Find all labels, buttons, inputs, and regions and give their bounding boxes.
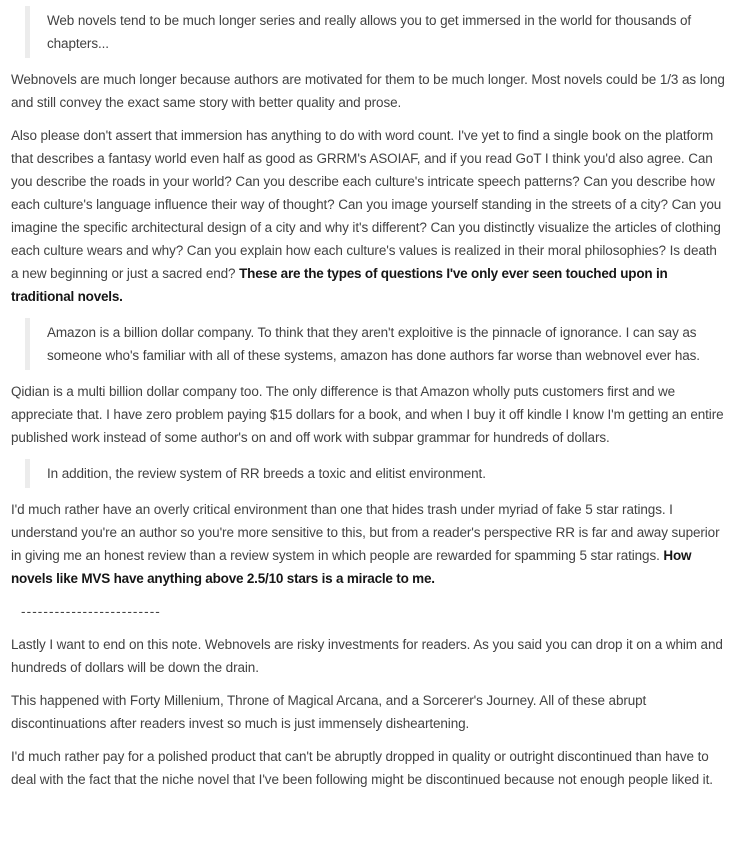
- text-segment: Web novels tend to be much longer series and really allows you to get immersed in the world for thousands of chapters...: [47, 13, 692, 51]
- para-critical-environment: [11, 498, 726, 590]
- quote-rr-review-system: [25, 459, 724, 488]
- quote-text: [47, 462, 700, 485]
- text-segment: Qidian is a multi billion dollar company too. The only difference is that Amazon wholly puts customers first and we appreciate that. I have zero problem paying $15 dollars for a book, and when I buy it off kindle I know I'm getting an entire published work instead of some author's on and off work with subpar grammar for hundreds of dollars.: [11, 384, 724, 445]
- para-risky-investments: [11, 633, 726, 679]
- text-segment: In addition, the review system of RR breeds a toxic and elitist environment.: [47, 466, 486, 481]
- text-segment: This happened with Forty Millenium, Throne of Magical Arcana, and a Sorcerer's Journey. All of these abrupt discontinuations after readers invest so much is just immensely disheartening.: [11, 693, 647, 731]
- comment-blocks: [11, 6, 726, 791]
- bold-text-segment: These are the types of questions I've only ever seen touched upon in traditional novels.: [11, 266, 668, 304]
- para-polished-product: [11, 745, 726, 791]
- para-discontinued-novels: [11, 689, 726, 735]
- text-segment: I'd much rather have an overly critical environment than one that hides trash under myriad of fake 5 star ratings. I understand you're an author so you're more sensitive to this, but from a reader's perspective RR is far and away superior in giving me an honest review than a review system in which people are rewarded for spamming 5 star ratings.: [11, 502, 720, 563]
- text-segment: I'd much rather pay for a polished product that can't be abruptly dropped in quality or outright discontinued than have to deal with the fact that the niche novel that I've been following might be discontinued because not enough people liked it.: [11, 749, 713, 787]
- dashed-divider: [11, 600, 726, 623]
- para-immersion-word-count: [11, 124, 726, 308]
- text-segment: Also please don't assert that immersion has anything to do with word count. I've yet to find a single book on the platform that describes a fantasy world even half as good as GRRM's ASOIAF, and if you read GoT I think you'd also agree. Can you describe the roads in your world? Can you describe each culture's intricate speech patterns? Can you describe how each culture's language influence their way of thought? Can you image yourself standing in the streets of a city? Can you imagine the specific architectural design of a city and why it's different? Can you distinctly visualize the articles of clothing each culture wears and why? Can you explain how each culture's values is realized in their moral philosophies? Is death a new beginning or just a sacred end?: [11, 128, 722, 281]
- text-segment: Webnovels are much longer because authors are motivated for them to be much longer. Most novels could be 1/3 as long and still convey the exact same story with better quality and prose.: [11, 72, 725, 110]
- para-qidian-amazon-comparison: [11, 380, 726, 449]
- quote-text: [47, 321, 700, 367]
- quote-text: [47, 9, 700, 55]
- text-segment: Amazon is a billion dollar company. To think that they aren't exploitive is the pinnacle of ignorance. I can say as someone who's familiar with all of these systems, amazon has done authors far worse than webnovel ever has.: [47, 325, 700, 363]
- text-segment: -------------------------: [21, 604, 161, 619]
- quote-amazon-billion-dollar: [25, 318, 724, 370]
- bold-text-segment: How novels like MVS have anything above 2.5/10 stars is a miracle to me.: [11, 548, 692, 586]
- para-webnovels-longer: [11, 68, 726, 114]
- quote-web-novels-length: [25, 6, 724, 58]
- text-segment: Lastly I want to end on this note. Webnovels are risky investments for readers. As you said you can drop it on a whim and hundreds of dollars will be down the drain.: [11, 637, 723, 675]
